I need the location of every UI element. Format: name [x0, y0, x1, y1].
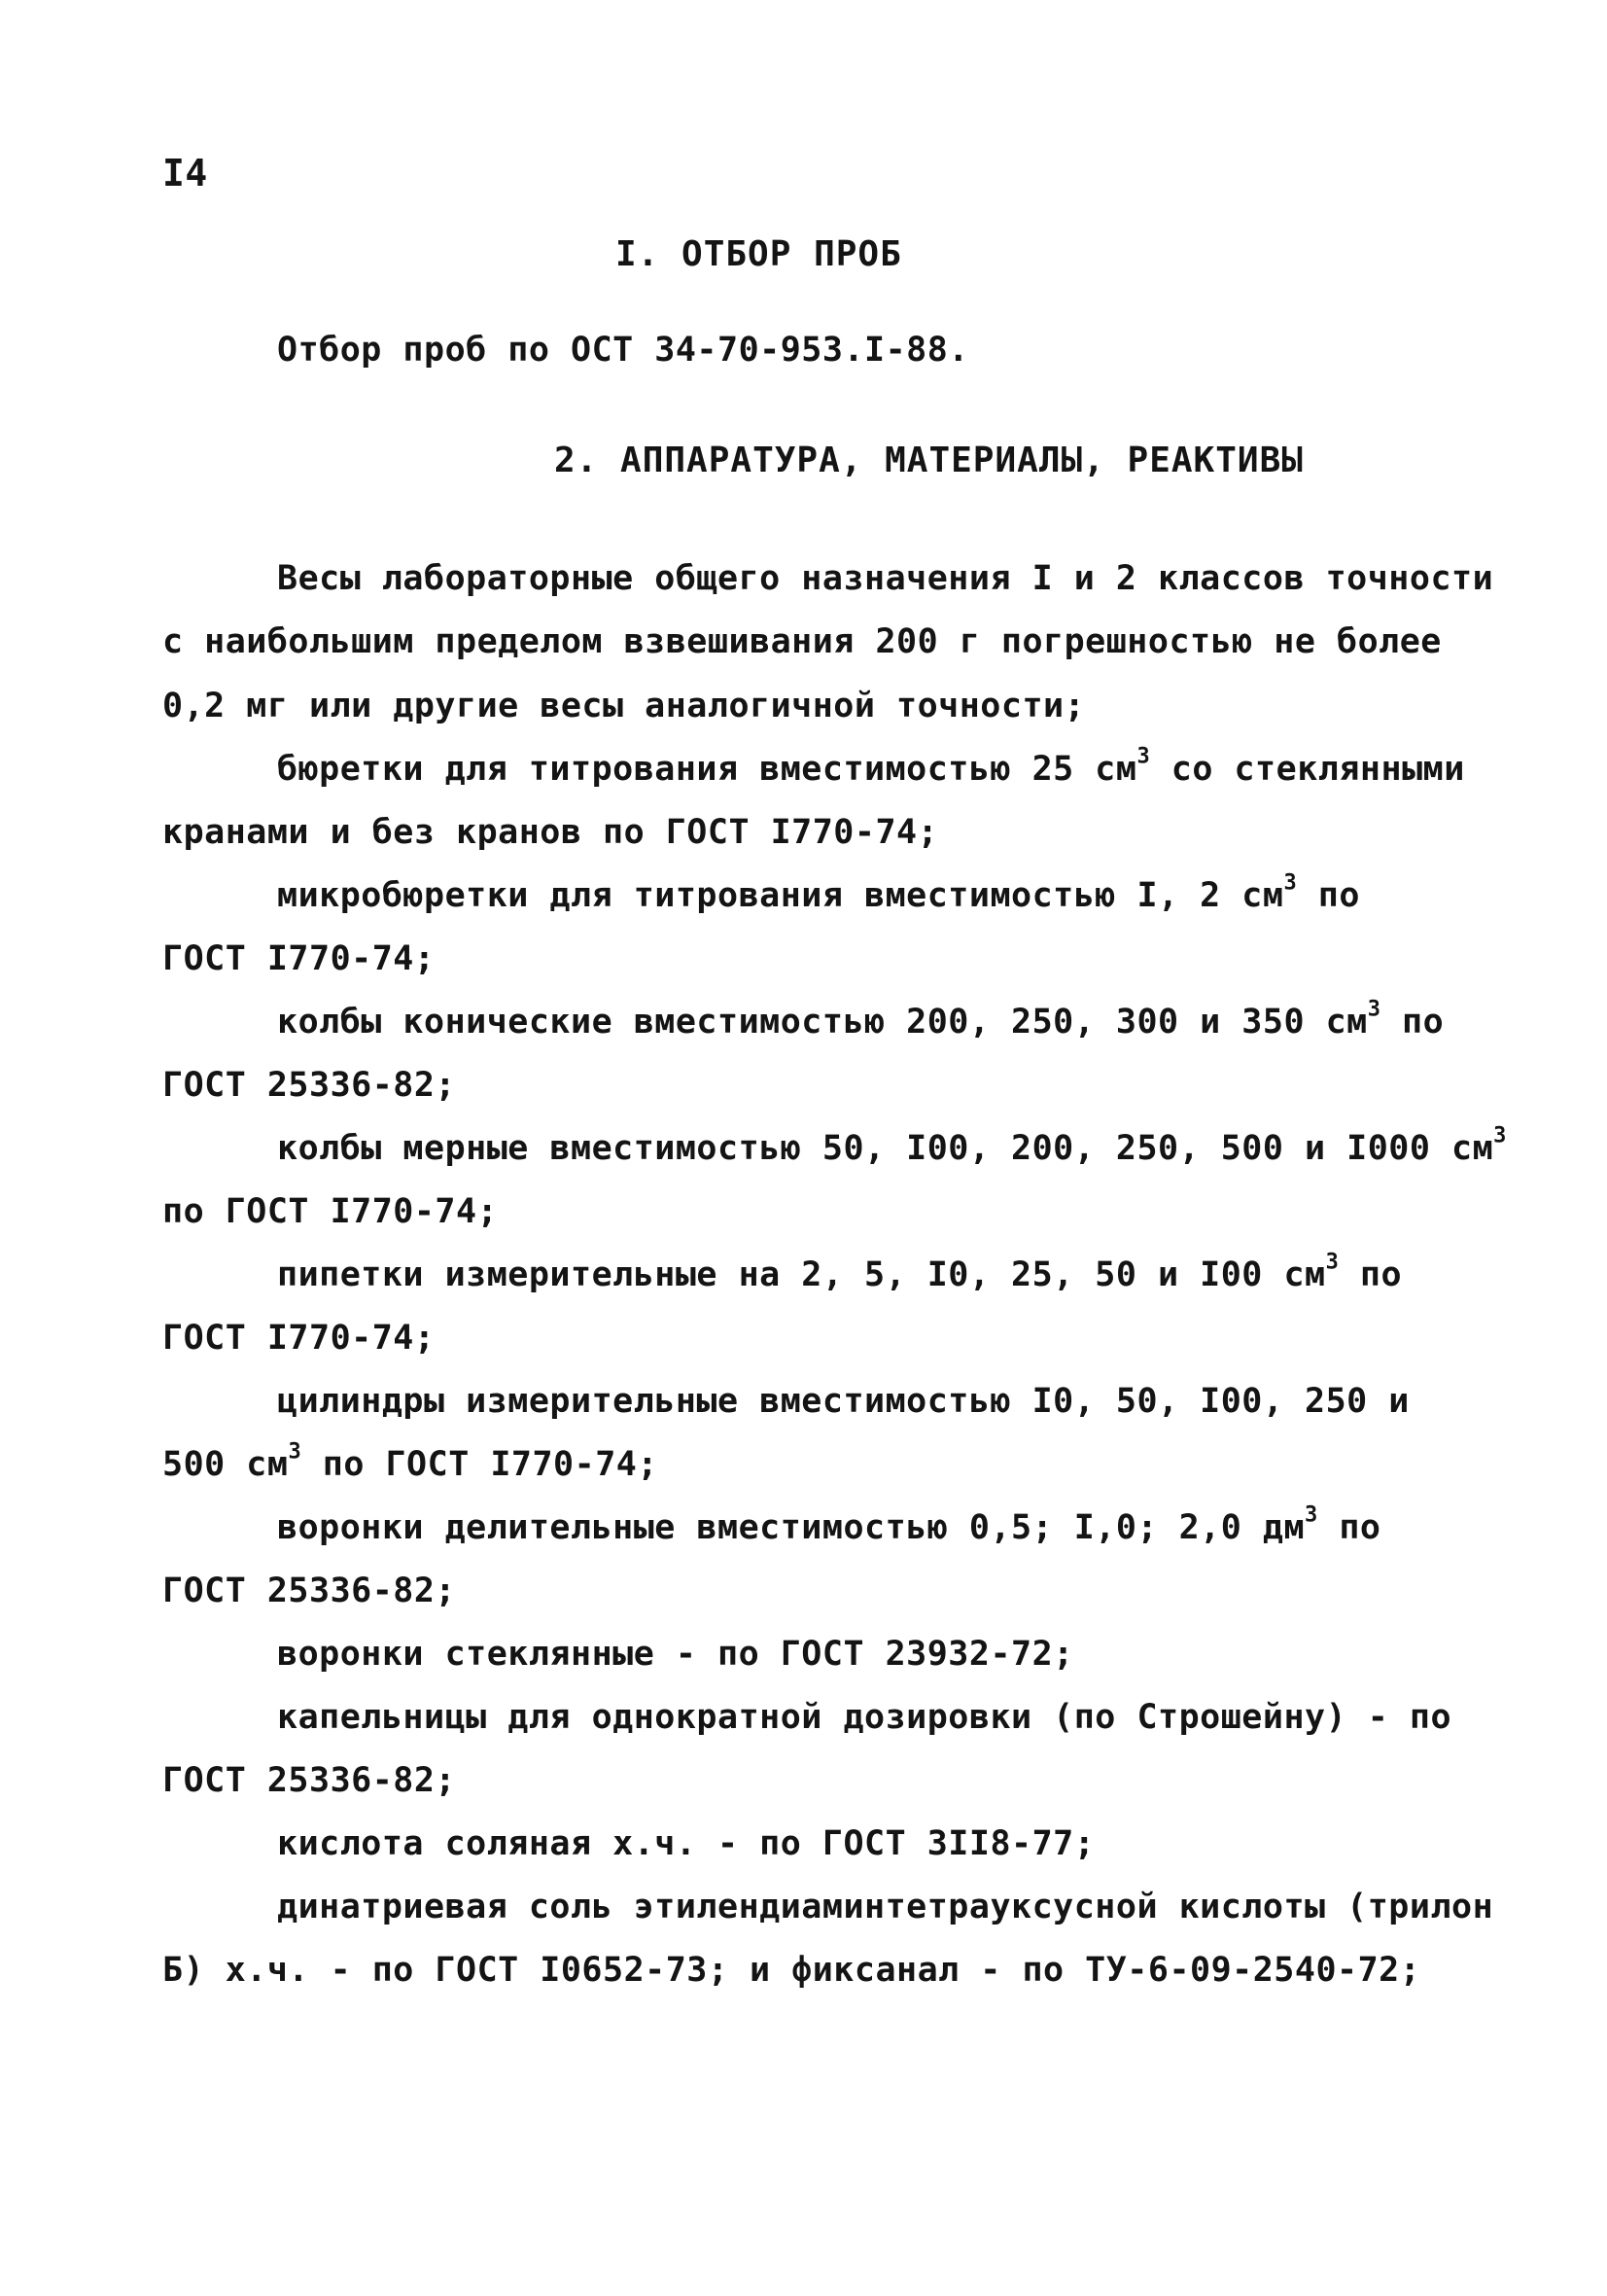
page-number: I4	[162, 152, 208, 194]
item-droppers-line-2: ГОСТ 25336-82;	[162, 1761, 457, 1800]
item-scales-line-3: 0,2 мг или другие весы аналогичной точности;	[162, 687, 1086, 725]
item-volumetric-flasks-line-2: по ГОСТ I770-74;	[162, 1192, 499, 1231]
item-scales-line-2: с наибольшим пределом взвешивания 200 г погрешностью не более	[162, 622, 1442, 661]
item-separatory-funnels-line-2: ГОСТ 25336-82;	[162, 1572, 457, 1610]
item-edta-line-2: Б) х.ч. - по ГОСТ I0652-73; и фиксанал - по ТУ-6-09-2540-72;	[162, 1951, 1421, 1990]
item-edta-line-1: динатриевая соль этилендиаминтетрауксусной кислоты (трилон	[277, 1888, 1494, 1926]
item-cylinders-line-2: 500 $см^3$ по ГОСТ I770-74;	[162, 1439, 658, 1484]
superscript: 3	[1325, 1250, 1340, 1275]
item-hcl-line-1: кислота соляная х.ч. - по ГОСТ 3II8-77;	[277, 1824, 1096, 1863]
superscript: 3	[1283, 870, 1298, 896]
section-1-heading: I. ОТБОР ПРОБ	[615, 234, 902, 274]
item-separatory-funnels-line-1: воронки делительные вместимостью 0,5; I,0; 2,0 $дм^3$ по	[277, 1502, 1381, 1547]
superscript: 3	[1305, 1502, 1318, 1528]
item-volumetric-flasks-line-1: колбы мерные вместимостью 50, I00, 200, 250, 500 и I000 $см^3$	[277, 1123, 1507, 1168]
item-scales-line-1: Весы лабораторные общего назначения I и 2 классов точности	[277, 559, 1494, 598]
section-2-heading: 2. АППАРАТУРА, МАТЕРИАЛЫ, РЕАКТИВЫ	[554, 441, 1304, 480]
superscript: 3	[1136, 744, 1151, 769]
item-microburettes-line-2: ГОСТ I770-74;	[162, 939, 436, 978]
item-cylinders-line-1: цилиндры измерительные вместимостью I0, 50, I00, 250 и	[277, 1382, 1410, 1421]
superscript: 3	[288, 1439, 302, 1465]
item-glass-funnels-line-1: воронки стеклянные - по ГОСТ 23932-72;	[277, 1635, 1074, 1674]
section-1-text: Отбор проб по ОСТ 34-70-953.I-88.	[277, 331, 969, 370]
superscript: 3	[1493, 1123, 1507, 1148]
item-burettes-line-2: кранами и без кранов по ГОСТ I770-74;	[162, 813, 939, 852]
item-microburettes-line-1: микробюретки для титрования вместимостью I, 2 $см^3$ по	[277, 870, 1360, 915]
item-pipettes-line-1: пипетки измерительные на 2, 5, I0, 25, 50 и I00 $см^3$ по	[277, 1250, 1403, 1294]
item-conical-flasks-line-1: колбы конические вместимостью 200, 250, 300 и 350 $см^3$ по	[277, 997, 1445, 1042]
item-burettes-line-1: бюретки для титрования вместимостью 25 $см^3$ со стеклянными	[277, 744, 1465, 789]
item-conical-flasks-line-2: ГОСТ 25336-82;	[162, 1066, 457, 1105]
item-droppers-line-1: капельницы для однократной дозировки (по Строшейну) - по	[277, 1698, 1452, 1737]
superscript: 3	[1367, 997, 1381, 1022]
item-pipettes-line-2: ГОСТ I770-74;	[162, 1319, 436, 1358]
